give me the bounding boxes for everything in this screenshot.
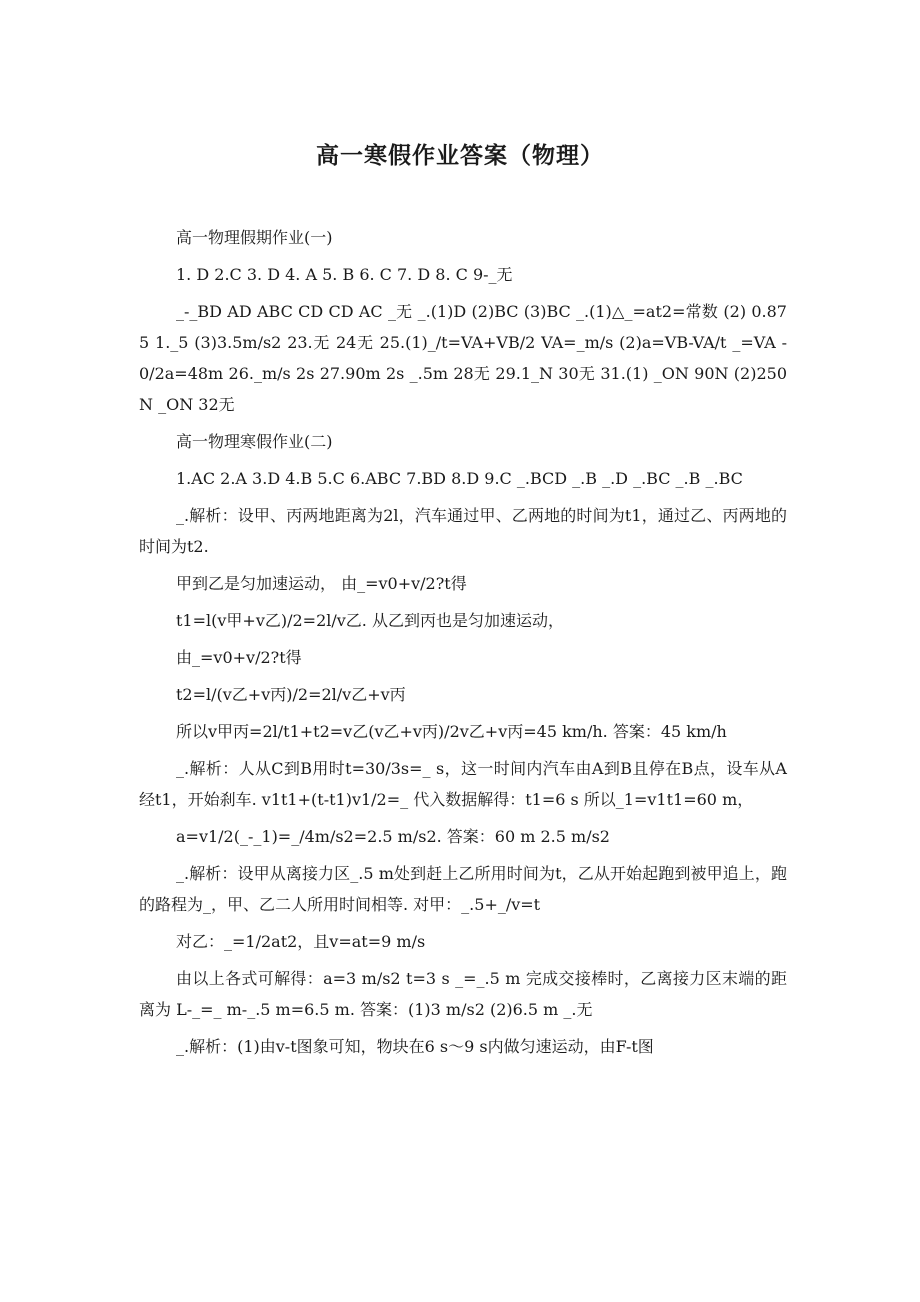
solution-paragraph: 由_=v0+v/2?t得 <box>176 648 302 667</box>
solution-paragraph: t1=l(v甲+v乙)/2=2l/v乙. 从乙到丙也是匀加速运动， <box>176 611 564 630</box>
answer-paragraph: 1.AC 2.A 3.D 4.B 5.C 6.ABC 7.BD 8.D 9.C _.BCD _.B _.D _.BC _.B _.BC <box>176 469 743 488</box>
solution-paragraph: 由以上各式可解得：a=3 m/s2 t=3 s _=_.5 m 完成交接棒时，乙离接力区末端的距离为 L-_=_ m-_.5 m=6.5 m. 答案：(1)3 m/s2 (2)6.5 m _.无 <box>139 969 787 1019</box>
solution-paragraph: 所以v甲丙=2l/t1+t2=v乙(v乙+v丙)/2v乙+v丙=45 km/h. 答案：45 km/h <box>176 722 727 741</box>
solution-paragraph: 甲到乙是匀加速运动， 由_=v0+v/2?t得 <box>176 574 467 593</box>
answer-paragraph: _-_BD AD ABC CD CD AC _无 _.(1)D (2)BC (3)BC _.(1)△_=at2=常数 (2) 0.875 1._5 (3)3.5m/s2 23.无 24无 25.(1)_/t=VA+VB/2 VA=_m/s (2)a=VB-VA/t _=VA -0/2a=48m 26._m/s 2s 27.90m 2s _.5m 28无 29.1_N 30无 31.(1) _ON 90N (2)250N _ON 32无 <box>139 302 787 414</box>
solution-paragraph: 对乙：_=1/2at2，且v=at=9 m/s <box>176 932 426 951</box>
solution-paragraph: _.解析：设甲从离接力区_.5 m处到赶上乙所用时间为t，乙从开始起跑到被甲追上，跑的路程为_，甲、乙二人所用时间相等. 对甲：_.5+_/v=t <box>139 864 787 914</box>
section-heading-1: 高一物理假期作业(一) <box>176 228 333 247</box>
solution-paragraph: _.解析：设甲、丙两地距离为2l，汽车通过甲、乙两地的时间为t1，通过乙、丙两地的时间为t2. <box>139 506 787 556</box>
solution-paragraph: _.解析：(1)由v-t图象可知，物块在6 s～9 s内做匀速运动，由F-t图 <box>176 1037 654 1056</box>
document-title: 高一寒假作业答案（物理） <box>316 143 604 169</box>
answer-paragraph: 1. D 2.C 3. D 4. A 5. B 6. C 7. D 8. C 9-_无 <box>176 265 513 284</box>
solution-paragraph: t2=l/(v乙+v丙)/2=2l/v乙+v丙 <box>176 685 406 704</box>
solution-paragraph: a=v1/2(_-_1)=_/4m/s2=2.5 m/s2. 答案：60 m 2.5 m/s2 <box>176 827 610 846</box>
document-body <box>139 222 787 1068</box>
section-heading-2: 高一物理寒假作业(二) <box>176 432 333 451</box>
solution-paragraph: _.解析：人从C到B用时t=30/3s=_ s，这一时间内汽车由A到B且停在B点，设车从A经t1，开始刹车. v1t1+(t-t1)v1/2=_ 代入数据解得：t1=6 s 所以_1=v1t1=60 m， <box>139 759 787 809</box>
